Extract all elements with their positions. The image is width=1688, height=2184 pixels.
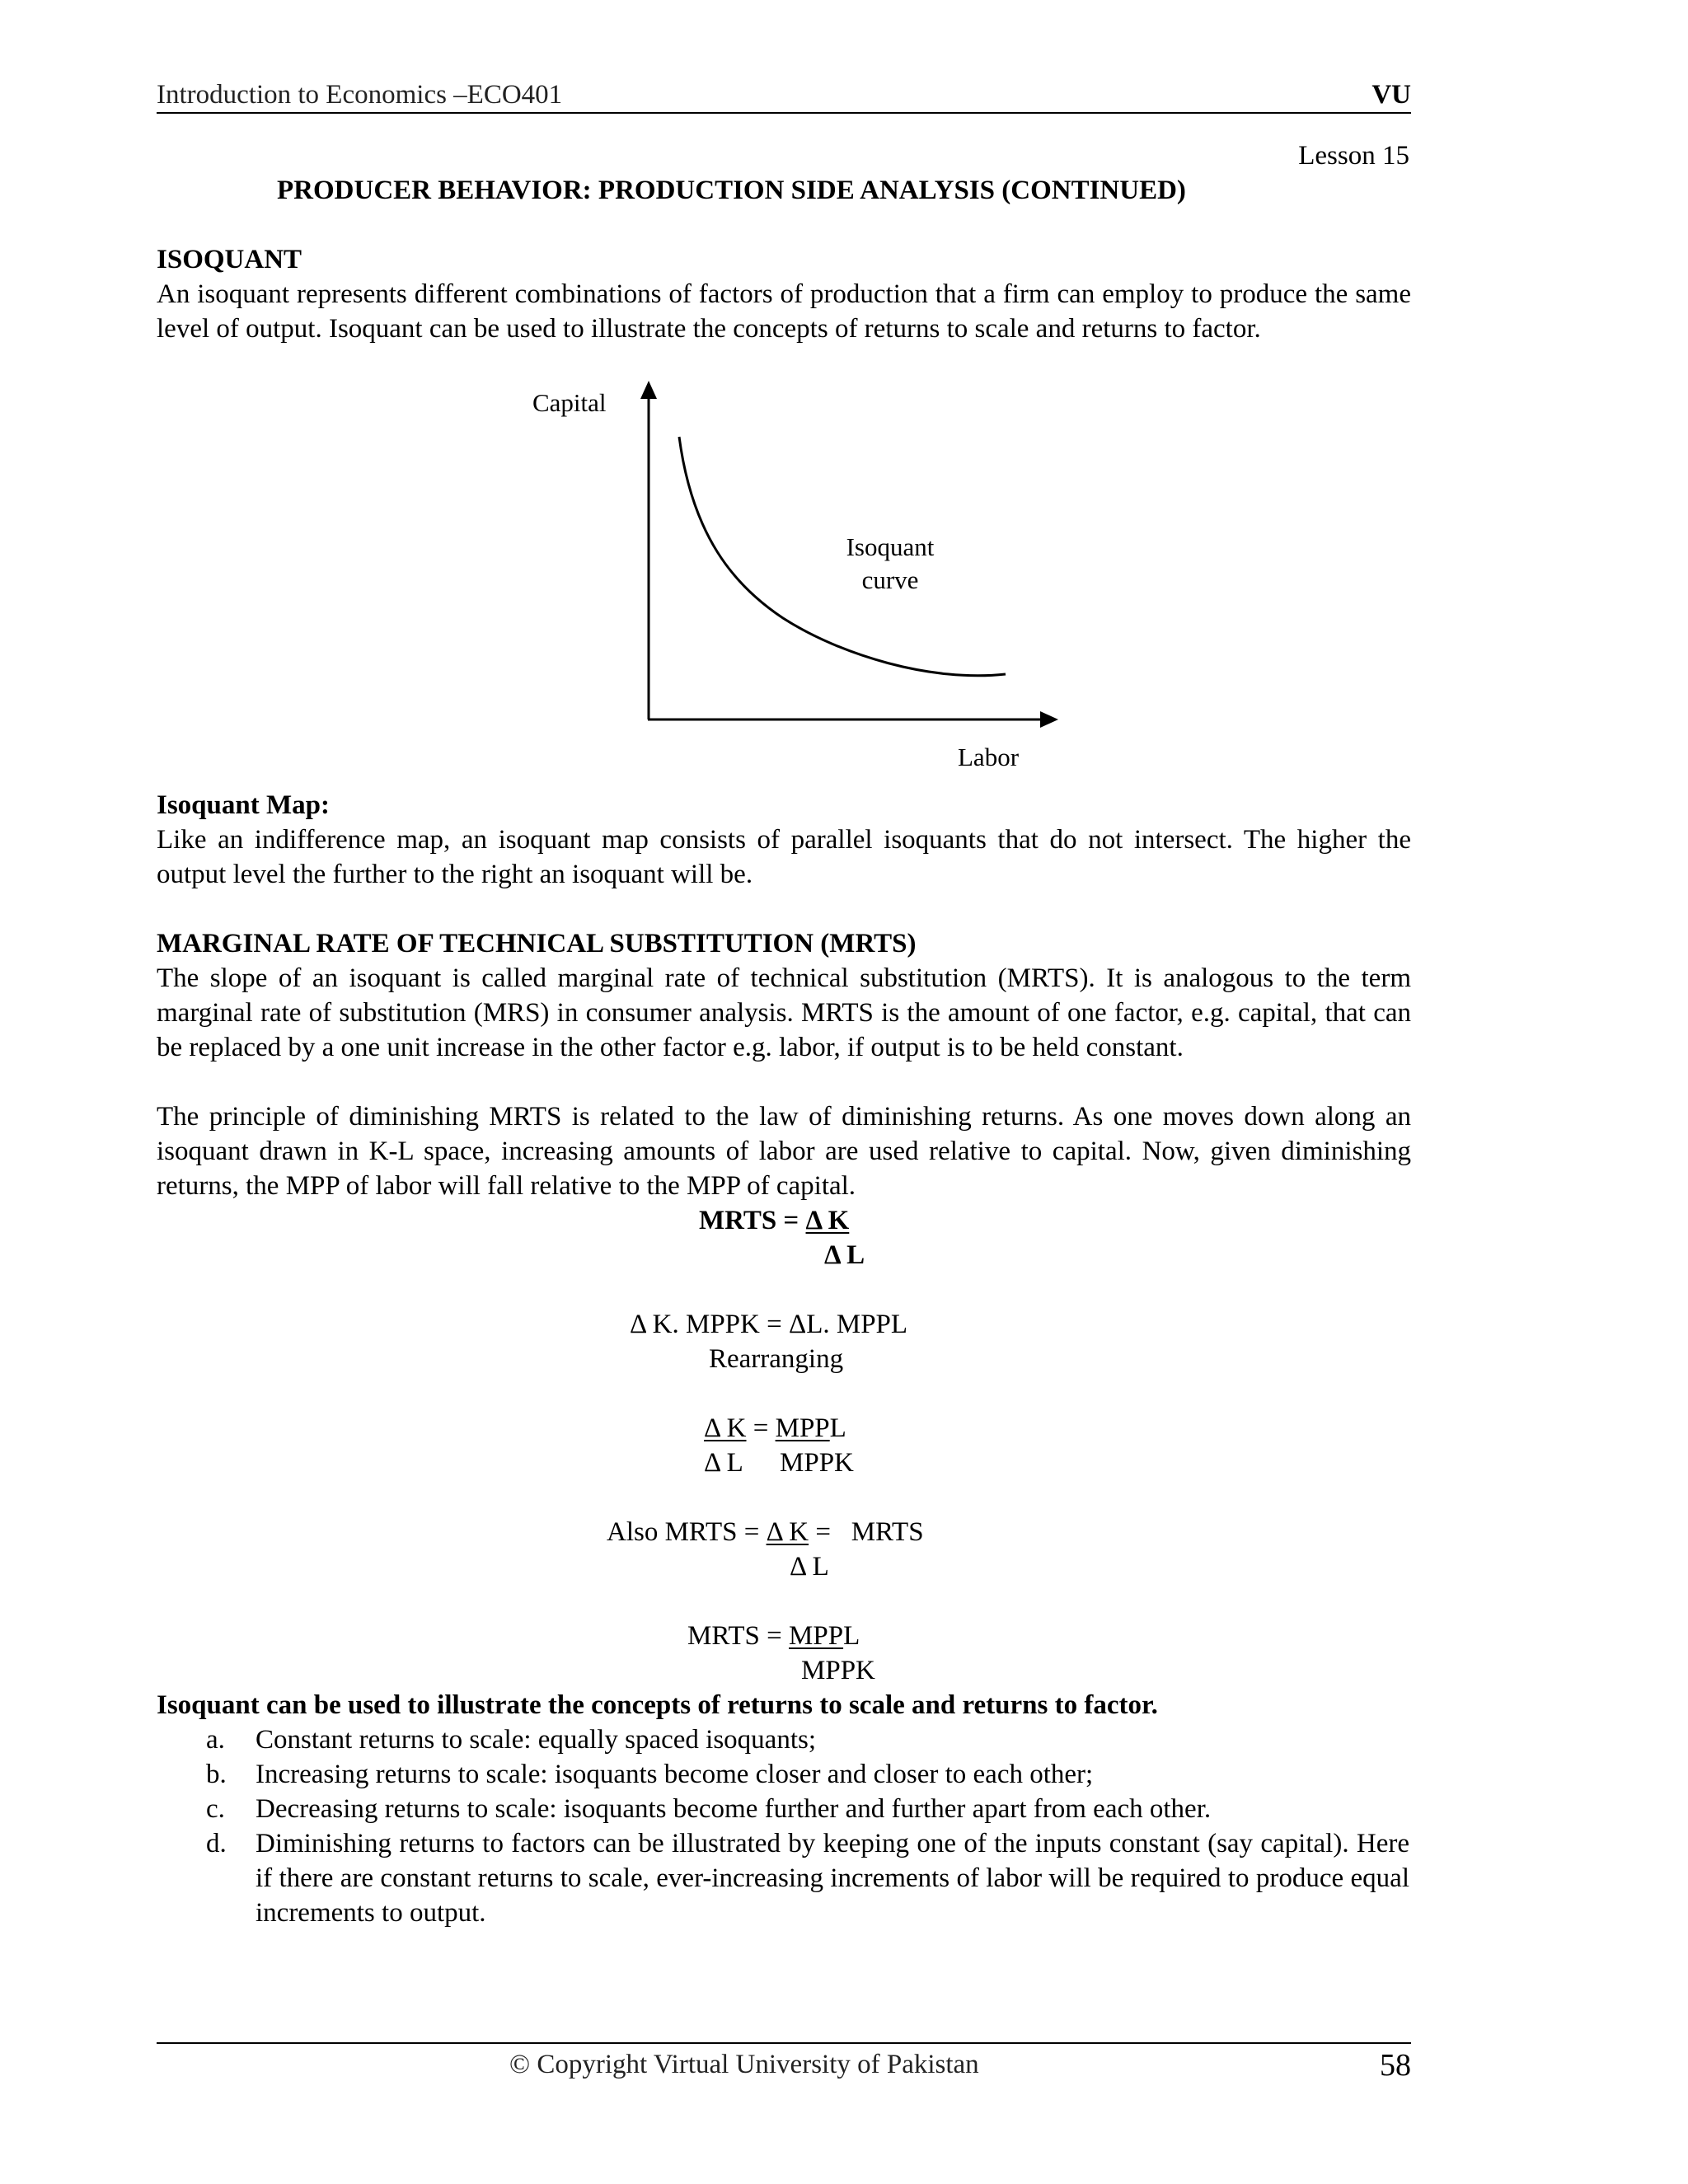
isoquant-map-paragraph: Like an indifference map, an isoquant map consists of parallel isoquants that do not intersect. The higher the output level the further to the right an isoquant will be.: [157, 825, 1411, 889]
mrts-heading: MARGINAL RATE OF TECHNICAL SUBSTITUTION (MRTS): [157, 929, 917, 958]
mrts-paragraph-1: The slope of an isoquant is called marginal rate of technical substitution (MRTS). It is analogous to the term marginal rate of substitution (MRS) in consumer analysis. MRTS is the amount of one factor, e.g. capital, that can be replaced by a one unit increase in the other factor e.g. labor, if output is to be held constant.: [157, 963, 1411, 1062]
eq4-rhs: = MRTS: [809, 1517, 924, 1547]
eq1-numerator: Δ K: [805, 1206, 850, 1235]
y-axis-label: Capital: [532, 388, 607, 417]
eq1: [699, 1203, 849, 1238]
eq4-numerator: Δ K: [766, 1517, 809, 1547]
returns-heading: Isoquant can be used to illustrate the concepts of returns to scale and returns to factor.: [157, 1690, 1158, 1720]
eq1-denominator: Δ L: [824, 1240, 865, 1270]
eq4-lhs: Also MRTS =: [607, 1517, 767, 1547]
eq5-suffix: L: [843, 1621, 860, 1651]
eq3-den-right: MPPK: [780, 1448, 854, 1478]
y-axis-arrow: [640, 381, 657, 399]
eq3-rhs-numerator: MPP: [775, 1413, 830, 1443]
x-axis-arrow: [1040, 711, 1058, 728]
isoquant-figure: [495, 371, 1071, 783]
mrts-paragraph-2: The principle of diminishing MRTS is related to the law of diminishing returns. As one moves down along an isoquant drawn in K-L space, increasing amounts of labor are used relative to capital. Now, given diminishing returns, the MPP of labor will fall relative to the MPP of capital.: [157, 1102, 1411, 1201]
page-number: 58: [1380, 2048, 1411, 2083]
list-text: Constant returns to scale: equally spaced isoquants;: [256, 1725, 817, 1755]
header-course: Introduction to Economics –ECO401: [157, 80, 563, 110]
isoquant-graph: [495, 371, 1071, 783]
list-marker: c.: [206, 1794, 225, 1824]
eq3-numerator: Δ K: [704, 1413, 747, 1443]
eq5-denominator: MPPK: [801, 1656, 875, 1685]
footer-copyright: © Copyright Virtual University of Pakistan: [509, 2050, 979, 2079]
list-marker: a.: [206, 1725, 225, 1755]
eq3-equals: =: [746, 1413, 776, 1443]
eq4: [607, 1515, 924, 1549]
eq2: Δ K. MPPK = ΔL. MPPL: [630, 1310, 908, 1339]
isoquant-map-heading: Isoquant Map:: [157, 790, 330, 820]
eq4-denominator: Δ L: [790, 1552, 829, 1582]
header-institution: VU: [1372, 80, 1411, 110]
list-text: Increasing returns to scale: isoquants become closer and closer to each other;: [256, 1760, 1094, 1789]
list-item: [206, 1722, 1409, 1757]
page-title: PRODUCER BEHAVIOR: PRODUCTION SIDE ANALYSIS (CONTINUED): [277, 176, 1186, 205]
eq3-den-left: Δ L: [704, 1448, 743, 1478]
curve-label-line1: Isoquant: [846, 532, 935, 561]
eq3: [704, 1411, 846, 1446]
lesson-label: Lesson 15: [1298, 141, 1409, 171]
eq2-note: Rearranging: [709, 1344, 844, 1374]
header-rule: [157, 112, 1411, 114]
isoquant-paragraph: An isoquant represents different combinations of factors of production that a firm can employ to produce the same level of output. Isoquant can be used to illustrate the concepts of returns to scale and returns to factor.: [157, 279, 1411, 344]
x-axis-label: Labor: [958, 743, 1020, 771]
list-item: [206, 1826, 1409, 1930]
list-marker: d.: [206, 1829, 227, 1858]
list-marker: b.: [206, 1760, 227, 1789]
isoquant-heading: ISOQUANT: [157, 245, 302, 274]
list-item: [206, 1757, 1409, 1792]
list-text: Diminishing returns to factors can be illustrated by keeping one of the inputs constant (say capital). Here if there are constant returns to scale, ever-increasing increments of labor will be required to produce equal increments to output.: [256, 1829, 1409, 1928]
eq5-numerator: MPP: [789, 1621, 844, 1651]
eq1-lhs: MRTS =: [699, 1206, 806, 1235]
list-text: Decreasing returns to scale: isoquants become further and further apart from each other.: [256, 1794, 1212, 1824]
eq5: [687, 1619, 860, 1653]
list-item: [206, 1792, 1409, 1826]
curve-label-line2: curve: [861, 565, 919, 594]
footer-rule: [157, 2042, 1411, 2044]
eq5-lhs: MRTS =: [687, 1621, 789, 1651]
eq3-rhs-suffix: L: [829, 1413, 846, 1443]
